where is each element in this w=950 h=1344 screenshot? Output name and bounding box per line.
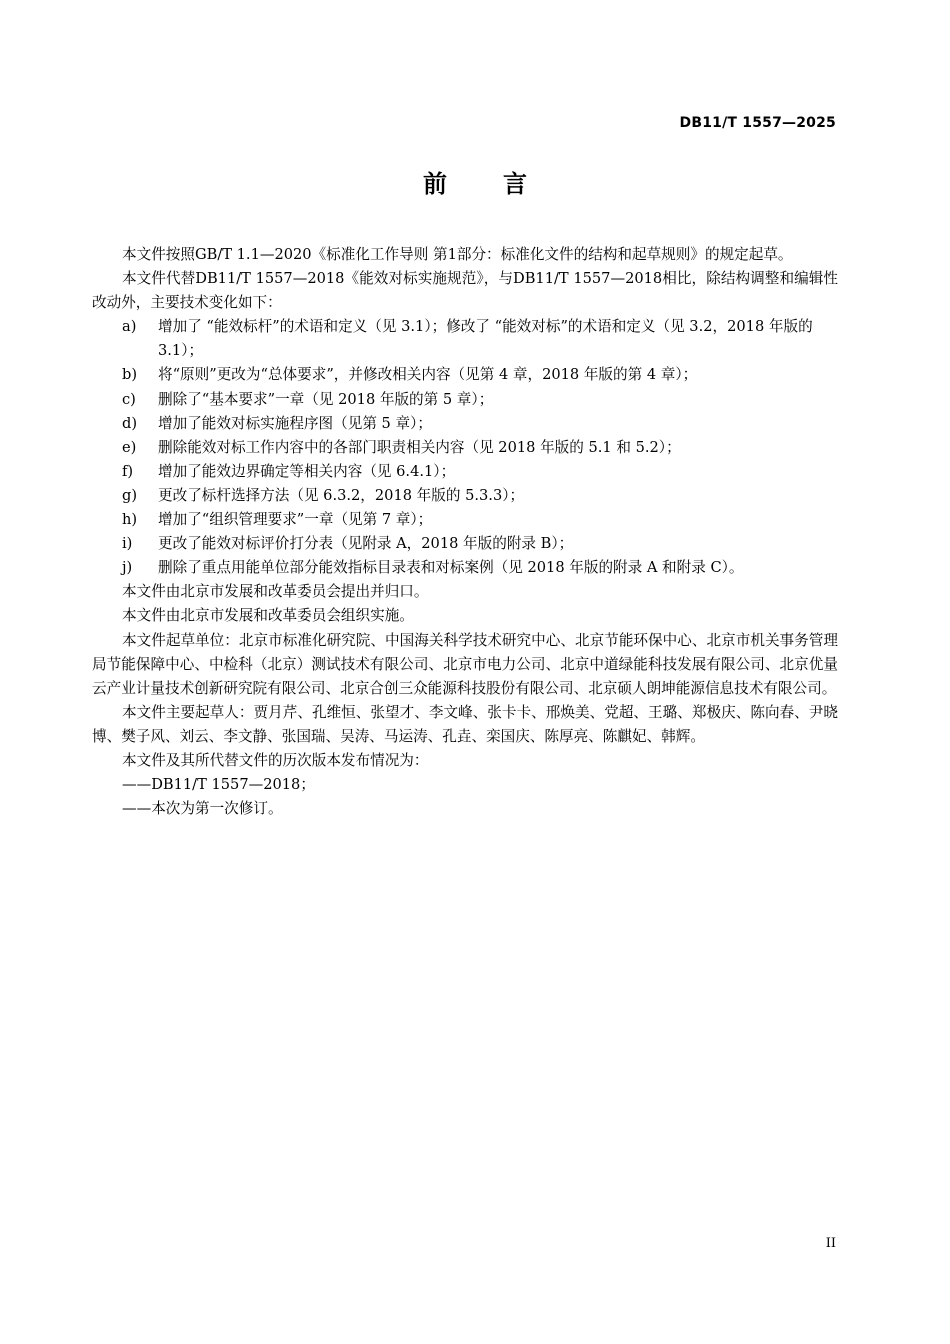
- list-item-text: 删除能效对标工作内容中的各部门职责相关内容（见 2018 年版的 5.1 和 5.2）；: [158, 438, 681, 456]
- list-item: [92, 388, 838, 412]
- list-item: [92, 315, 838, 363]
- list-item: [92, 508, 838, 532]
- list-item-text: 增加了能效边界确定等相关内容（见 6.4.1）；: [158, 462, 456, 480]
- list-item: [92, 484, 838, 508]
- page-number: II: [825, 1236, 836, 1251]
- list-item-text: 更改了标杆选择方法（见 6.3.2，2018 年版的 5.3.3）；: [158, 486, 525, 504]
- list-marker: a): [122, 318, 137, 336]
- list-item: [92, 363, 838, 387]
- list-marker: f): [122, 462, 134, 480]
- paragraph-version-history: 本文件及其所代替文件的历次版本发布情况为：: [122, 751, 429, 769]
- changes-list: [92, 315, 838, 580]
- paragraph-drafters: 本文件主要起草人：贾月芹、孔维恒、张望才、李文峰、张卡卡、邢焕美、党超、王璐、郑极庆、陈向春、尹晓博、樊子风、刘云、李文静、张国瑞、吴涛、马运涛、孔垚、栾国庆、陈厚亮、陈麒妃、韩辉。: [92, 703, 838, 745]
- list-item: [92, 532, 838, 556]
- document-id: DB11/T 1557—2025: [679, 115, 836, 131]
- list-marker: c): [122, 390, 136, 408]
- history-item: ——本次为第一次修订。: [122, 800, 283, 818]
- list-item: [92, 556, 838, 580]
- paragraph-drafting-units: 本文件起草单位：北京市标准化研究院、中国海关科学技术研究中心、北京节能环保中心、北京市机关事务管理局节能保障中心、中检科（北京）测试技术有限公司、北京市电力公司、北京中道绿能科技发展有限公司、北京优量云产业计量技术创新研究院有限公司、北京合创三众能源科技股份有限公司、北京硕人朗坤能源信息技术有限公司。: [92, 631, 838, 697]
- list-marker: b): [122, 366, 138, 384]
- list-marker: d): [122, 414, 138, 432]
- list-item-text: 更改了能效对标评价打分表（见附录 A，2018 年版的附录 B）；: [158, 535, 574, 553]
- list-marker: g): [122, 486, 138, 504]
- paragraph-proposer: 本文件由北京市发展和改革委员会提出并归口。: [122, 583, 429, 601]
- list-marker: h): [122, 511, 138, 529]
- list-item: [92, 436, 838, 460]
- page-title: 前言: [423, 170, 583, 198]
- list-item: [92, 460, 838, 484]
- paragraph-replacement-note: 本文件代替DB11/T 1557—2018《能效对标实施规范》，与DB11/T 1557—2018相比，除结构调整和编辑性改动外，主要技术变化如下：: [92, 270, 838, 312]
- list-item-text: 将“原则”更改为“总体要求”，并修改相关内容（见第 4 章，2018 年版的第 4 章）；: [158, 366, 698, 384]
- list-item-text: 增加了能效对标实施程序图（见第 5 章）；: [158, 414, 432, 432]
- list-item-text: 增加了 “能效标杆”的术语和定义（见 3.1）；修改了 “能效对标”的术语和定义（见 3.2，2018 年版的 3.1）；: [158, 318, 813, 360]
- list-item-text: 删除了重点用能单位部分能效指标目录表和对标案例（见 2018 年版的附录 A 和附录 C）。: [158, 559, 744, 577]
- list-item: [92, 412, 838, 436]
- paragraph-drafting-basis: 本文件按照GB/T 1.1—2020《标准化工作导则 第1部分：标准化文件的结构和起草规则》的规定起草。: [122, 246, 793, 263]
- list-marker: j): [122, 559, 133, 577]
- list-marker: e): [122, 438, 137, 456]
- list-marker: i): [122, 535, 133, 553]
- document-body: [92, 243, 838, 821]
- list-item-text: 增加了“组织管理要求”一章（见第 7 章）；: [158, 511, 433, 529]
- paragraph-implementer: 本文件由北京市发展和改革委员会组织实施。: [122, 607, 414, 625]
- list-item-text: 删除了“基本要求”一章（见 2018 年版的第 5 章）；: [158, 390, 494, 408]
- history-item: ——DB11/T 1557—2018；: [122, 776, 315, 794]
